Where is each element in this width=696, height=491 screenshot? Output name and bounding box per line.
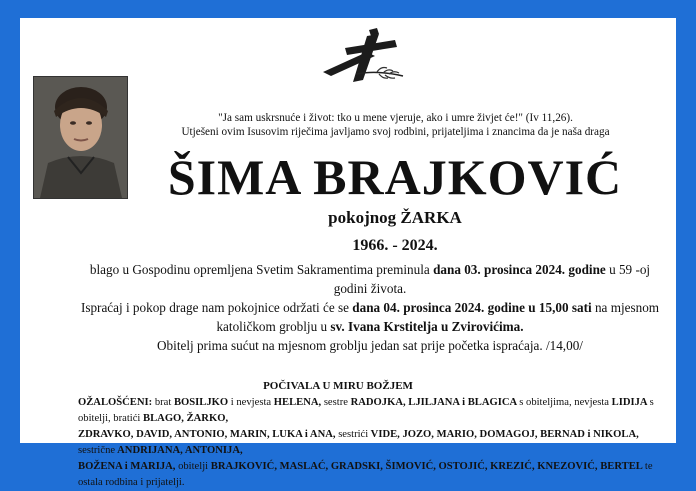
person: BLAGO, ŽARKO, <box>143 413 229 424</box>
relation: i nevjesta <box>230 397 272 408</box>
death-date: dana 03. prosinca 2024. godine <box>433 262 606 277</box>
funeral-paragraph <box>80 298 660 336</box>
mourners-line-3 <box>78 459 670 491</box>
quote-line: "Ja sam uskrsnuće i život: tko u mene vjeruje, ako i umre živjet će!" (Iv 11,26). <box>218 112 573 124</box>
funeral-place: sv. Ivana Krstitelja u Zvirovićima. <box>330 319 524 334</box>
funeral-place-text: na mjesnom katoličkom groblju u <box>216 300 660 334</box>
obituary-card <box>20 18 676 488</box>
person: BOŽENA i MARIJA, <box>78 461 176 472</box>
relation: obitelji <box>178 461 209 472</box>
deceased-photo <box>33 76 128 199</box>
person: VIDE, JOZO, MARIO, DOMAGOJ, BERNAD i NIKOLA, <box>370 429 639 440</box>
mourners-list <box>78 395 670 491</box>
relation: s obitelji, bratići <box>78 397 654 424</box>
person: BRAJKOVIĆ, MASLAĆ, GRADSKI, ŠIMOVIĆ, OSTOJIĆ, KREZIĆ, KNEZOVIĆ, BERTEL <box>210 461 643 472</box>
person: HELENA, <box>273 397 322 408</box>
relation: s obiteljima, nevjesta <box>519 397 609 408</box>
mourners-line-1 <box>78 395 670 427</box>
relation: sestre <box>323 397 348 408</box>
relation: sestrične <box>78 445 116 456</box>
person: LIDIJA <box>611 397 647 408</box>
person: ZDRAVKO, DAVID, ANTONIO, MARIN, LUKA i ANA, <box>78 429 336 440</box>
bible-quote <box>133 111 658 139</box>
intro-line: Utješeni ovim Isusovim riječima javljamo svoj rodbini, prijateljima i znancima da je naša draga <box>181 126 610 138</box>
death-text: blago u Gospodinu opremljena Svetim Sakramentima preminula <box>89 262 430 277</box>
person: ANDRIJANA, ANTONIJA, <box>117 445 243 456</box>
rest-in-peace: POČIVALA U MIRU BOŽJEM <box>263 380 413 392</box>
relation: te ostala rodbina i prijatelji. <box>78 461 653 488</box>
mourners-label: OŽALOŠĆENI: <box>78 397 153 408</box>
condolences-paragraph: Obitelj prima sućut na mjesnom groblju jedan sat prije početka ispraćaja. /14,00/ <box>157 338 583 353</box>
funeral-text: Ispraćaj i pokop drage nam pokojnice održati će se <box>80 300 349 315</box>
death-paragraph <box>80 260 660 298</box>
death-age: u 59 -oj godini života. <box>333 262 651 296</box>
relation: sestrići <box>338 429 369 440</box>
person: RADOJKA, LJILJANA i BLAGICA <box>350 397 517 408</box>
life-years: 1966. - 2024. <box>352 237 438 254</box>
mourners-line-2 <box>78 427 670 459</box>
father-name: pokojnog ŽARKA <box>328 208 462 227</box>
funeral-date: dana 04. prosinca 2024. godine u 15,00 sati <box>352 300 592 315</box>
cross-icon <box>317 26 413 86</box>
person: BOSILJKO <box>173 397 229 408</box>
relation: brat <box>154 397 172 408</box>
announcement-text <box>80 260 660 355</box>
deceased-name: ŠIMA BRAJKOVIĆ <box>167 149 623 205</box>
